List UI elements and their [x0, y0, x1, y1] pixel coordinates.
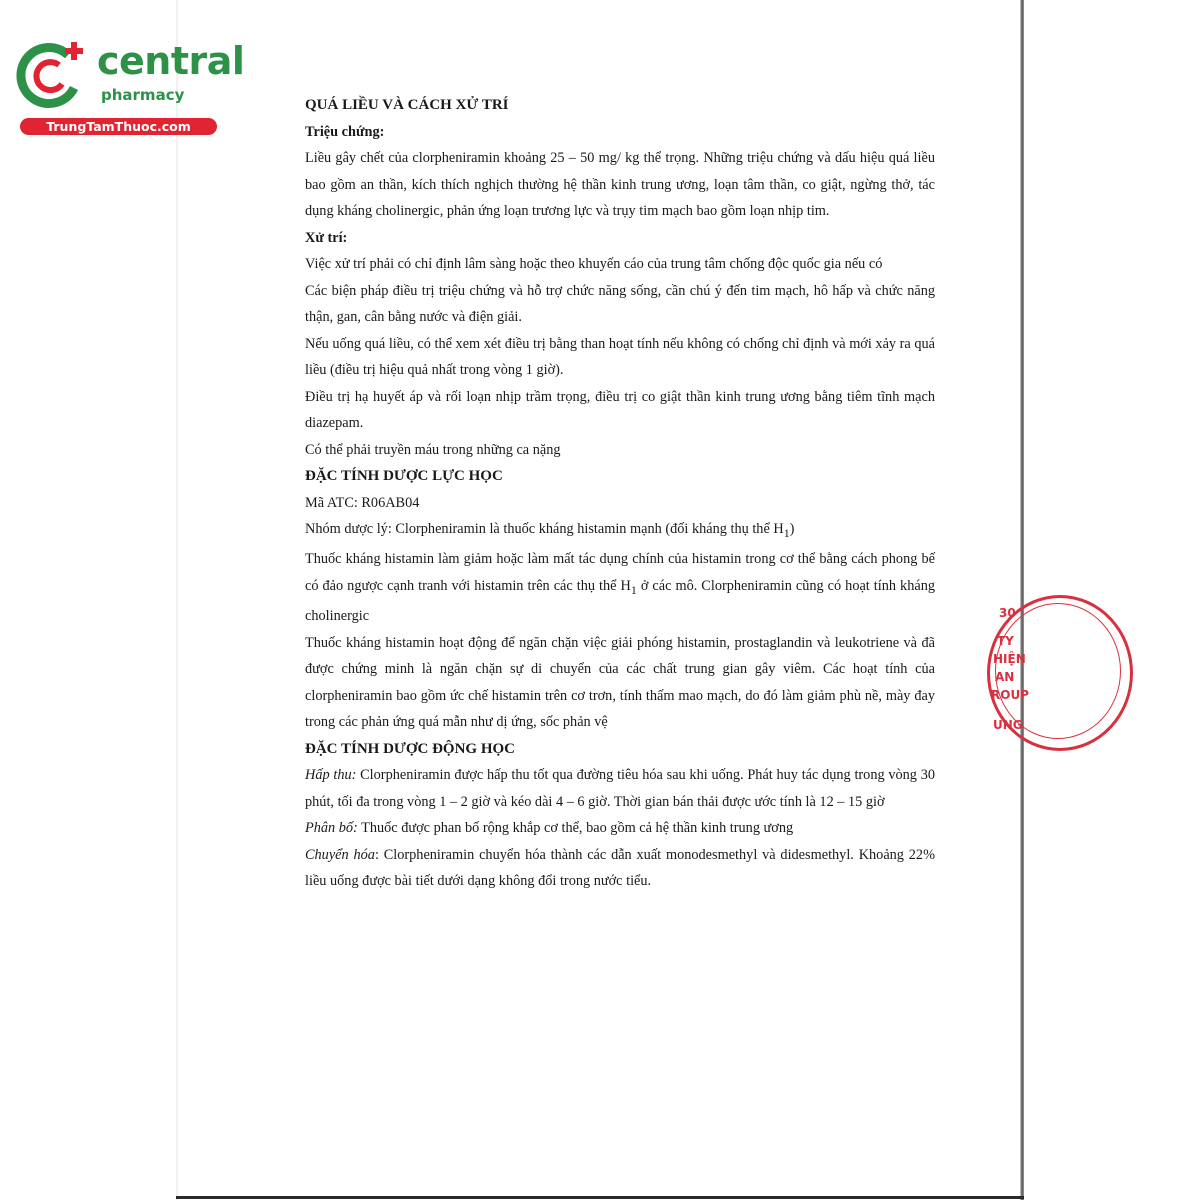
absorption-text: Clorpheniramin được hấp thu tốt qua đường tiêu hóa sau khi uống. Phát huy tác dụng trong vòng 30 phút, tối đa trong vòng 1 – 2 giờ và kéo dài 4 – 6 giờ. Thời gian bán thải được ước tính là 12 – 15 giờ [305, 767, 935, 810]
paragraph-distribution [305, 815, 935, 842]
heading-overdose: QUÁ LIỀU VÀ CÁCH XỬ TRÍ [305, 97, 509, 113]
paragraph-absorption [305, 762, 935, 815]
page-bottom-edge [176, 1196, 1024, 1199]
paragraph-treatment-2: Các biện pháp điều trị triệu chứng và hỗ trợ chức năng sống, cần chú ý đến tim mạch, hô hấp và chức năng thận, gan, cân bằng nước và điện giải. [305, 282, 935, 325]
paragraph-atc: Mã ATC: R06AB04 [305, 494, 420, 511]
central-pharmacy-logo[interactable] [10, 38, 245, 138]
absorption-label: Hấp thu: [305, 767, 357, 784]
document-body [305, 92, 935, 895]
mechanism-text: Thuốc kháng histamin làm giảm hoặc làm mất tác dụng chính của histamin trong cơ thể bằng cách phong bế có đảo ngược cạnh tranh với histamin trên các thụ thể H [305, 551, 935, 594]
paragraph-activity: Thuốc kháng histamin hoạt động để ngăn chặn việc giải phóng histamin, prostaglandin và leukotriene và đã được chứng minh là ngăn chặn sự di chuyển của các chất trung gian gây viêm. Các hoạt tính của clorpheniramin bao gồm ức chế histamin trên cơ trơn, tính thấm mao mạch, do đó làm giảm phù nề, mày đay trong các phản ứng quá mẫn như dị ứng, sốc phản vệ [305, 634, 935, 731]
page-left-edge [176, 0, 178, 1200]
label-treatment: Xử trí: [305, 229, 348, 246]
group-text: Nhóm dược lý: Clorpheniramin là thuốc kháng histamin mạnh (đối kháng thụ thể H [305, 521, 784, 537]
paragraph-treatment-4: Điều trị hạ huyết áp và rối loạn nhịp trầm trọng, điều trị co giật thần kinh trung ương bằng tiêm tĩnh mạch diazepam. [305, 388, 935, 431]
stamp-text-1: 30 [999, 606, 1016, 620]
metabolism-label: Chuyển hóa [305, 846, 375, 863]
paragraph-symptoms: Liều gây chết của clorpheniramin khoảng 25 – 50 mg/ kg thể trọng. Những triệu chứng và dấu hiệu quá liều bao gồm an thần, kích thích nghịch thường hệ thần kinh trung ương, loạn tâm thần, co giật, ngừng thở, tác dụng kháng cholinergic, phản ứng loạn trương lực và trụy tim mạch bao gồm loạn nhịp tim. [305, 150, 935, 219]
paragraph-treatment-3: Nếu uống quá liều, có thể xem xét điều trị bằng than hoạt tính nếu không có chống chỉ định và mới xảy ra quá liều (điều trị hiệu quả nhất trong vòng 1 giờ). [305, 335, 935, 378]
stamp-text-4: AN [995, 670, 1015, 684]
brand-url-badge[interactable]: TrungTamThuoc.com [20, 118, 217, 135]
stamp-text-5: ROUP [991, 688, 1029, 702]
stamp-text-2: TY [997, 634, 1014, 648]
heading-pharmacokinetics: ĐẶC TÍNH DƯỢC ĐỘNG HỌC [305, 740, 516, 757]
distribution-text: Thuốc được phan bố rộng khắp cơ thể, bao gồm cả hệ thần kinh trung ương [357, 820, 794, 837]
metabolism-text: : Clorpheniramin chuyển hóa thành các dẫn xuất monodesmethyl và didesmethyl. Khoảng 22% liều uống được bài tiết dưới dạng không đổi trong nước tiểu. [305, 846, 935, 890]
mechanism-subscript: 1 [630, 582, 637, 597]
paragraph-metabolism [305, 842, 935, 895]
mechanism-text-end: ở các mô. Clorpheniramin cũng có hoạt tính kháng cholinergic [305, 577, 935, 625]
label-symptoms: Triệu chứng: [305, 123, 385, 140]
brand-name: central [97, 39, 245, 83]
logo-mark-icon [10, 38, 90, 110]
stamp-text-3: HIỆN [993, 652, 1026, 666]
paragraph-group [305, 516, 935, 546]
brand-subtitle: pharmacy [101, 86, 185, 104]
paragraph-treatment-5: Có thể phải truyền máu trong những ca nặng [305, 441, 561, 458]
distribution-label: Phân bố: [305, 820, 358, 837]
paragraph-mechanism [305, 546, 935, 629]
stamp-text-6: UNG [993, 718, 1023, 732]
paragraph-treatment-1: Việc xử trí phải có chỉ định lâm sàng hoặc theo khuyến cáo của trung tâm chống độc quốc gia nếu có [305, 256, 883, 272]
company-stamp [985, 595, 1029, 755]
group-subscript: 1 [783, 525, 790, 540]
heading-pharmacodynamics: ĐẶC TÍNH DƯỢC LỰC HỌC [305, 468, 503, 484]
group-text-end: ) [789, 521, 795, 537]
